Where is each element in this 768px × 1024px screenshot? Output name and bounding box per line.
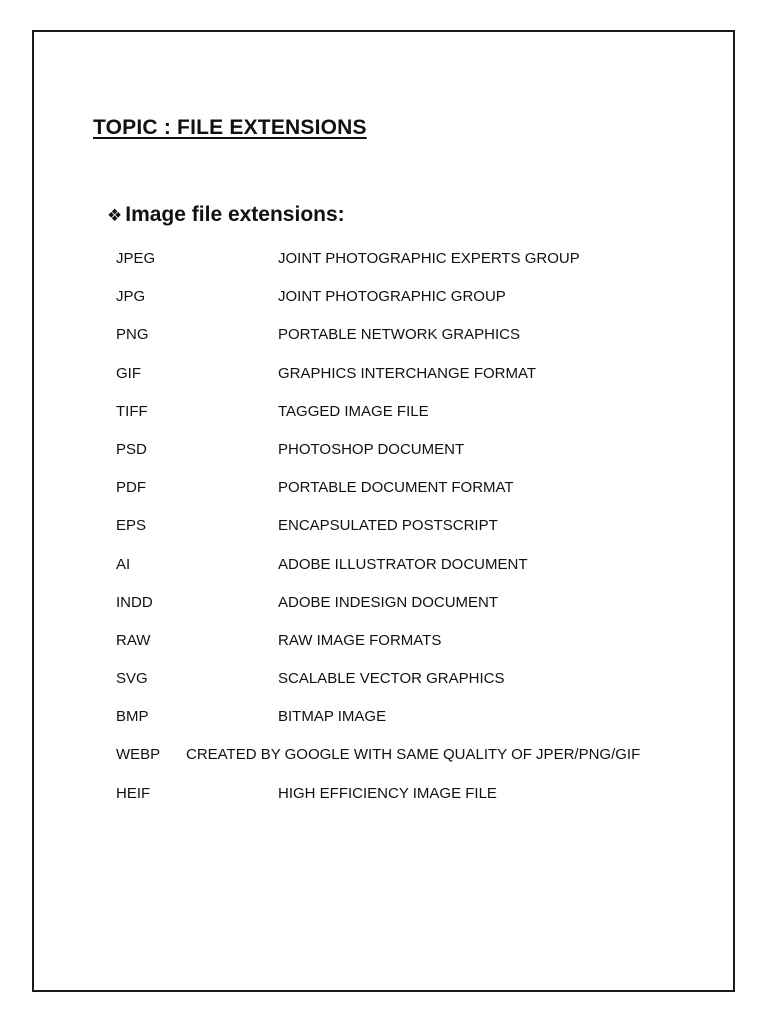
extension-code: JPG: [116, 288, 146, 306]
extension-description: PHOTOSHOP DOCUMENT: [278, 440, 465, 458]
extension-description: ADOBE INDESIGN DOCUMENT: [278, 593, 499, 611]
extension-code: TIFF: [116, 402, 148, 420]
extension-code: JPEG: [116, 250, 156, 267]
extension-description: RAW IMAGE FORMATS: [278, 631, 442, 649]
extension-description: ADOBE ILLUSTRATOR DOCUMENT: [278, 555, 528, 573]
list-item: [116, 515, 716, 553]
extension-description: HIGH EFFICIENCY IMAGE FILE: [278, 784, 497, 802]
extension-description: PORTABLE DOCUMENT FORMAT: [278, 479, 514, 497]
extension-description: TAGGED IMAGE FILE: [278, 402, 429, 420]
list-item: [116, 668, 716, 706]
list-item: [116, 744, 716, 782]
list-item: [116, 248, 716, 286]
extension-description: GRAPHICS INTERCHANGE FORMAT: [278, 364, 537, 382]
list-item: [116, 554, 716, 592]
extension-code: EPS: [116, 517, 147, 535]
extension-list: [116, 248, 716, 821]
extension-code: PSD: [116, 440, 147, 458]
extension-code: WEBP: [116, 746, 161, 764]
list-item: [116, 363, 716, 401]
list-item: [116, 783, 716, 821]
extension-code: RAW: [116, 631, 151, 649]
extension-description: CREATED BY GOOGLE WITH SAME QUALITY OF JPER/PNG/GIF: [186, 746, 641, 764]
list-item: [116, 439, 716, 477]
extension-description: ENCAPSULATED POSTSCRIPT: [278, 517, 498, 535]
extension-code: SVG: [116, 670, 148, 688]
extension-code: PDF: [116, 479, 146, 497]
list-item: [116, 592, 716, 630]
extension-code: GIF: [116, 364, 141, 382]
extension-code: AI: [116, 555, 131, 573]
list-item: [116, 630, 716, 668]
list-item: [116, 706, 716, 744]
list-item: [116, 401, 716, 439]
page-title: TOPIC : FILE EXTENSIONS: [93, 116, 367, 139]
section-heading: [107, 203, 345, 227]
extension-description: PORTABLE NETWORK GRAPHICS: [278, 326, 520, 344]
extension-description: BITMAP IMAGE: [278, 708, 387, 726]
extension-code: BMP: [116, 708, 149, 726]
section-heading-label: Image file extensions:: [125, 203, 345, 226]
extension-code: HEIF: [116, 784, 151, 802]
list-item: [116, 286, 716, 324]
extension-code: INDD: [116, 593, 153, 611]
extension-description: JOINT PHOTOGRAPHIC EXPERTS GROUP: [278, 250, 580, 267]
extension-description: SCALABLE VECTOR GRAPHICS: [278, 670, 505, 688]
list-item: [116, 477, 716, 515]
diamond-bullet-icon: ❖: [107, 205, 123, 225]
list-item: [116, 324, 716, 362]
extension-code: PNG: [116, 326, 149, 344]
extension-description: JOINT PHOTOGRAPHIC GROUP: [278, 288, 506, 306]
